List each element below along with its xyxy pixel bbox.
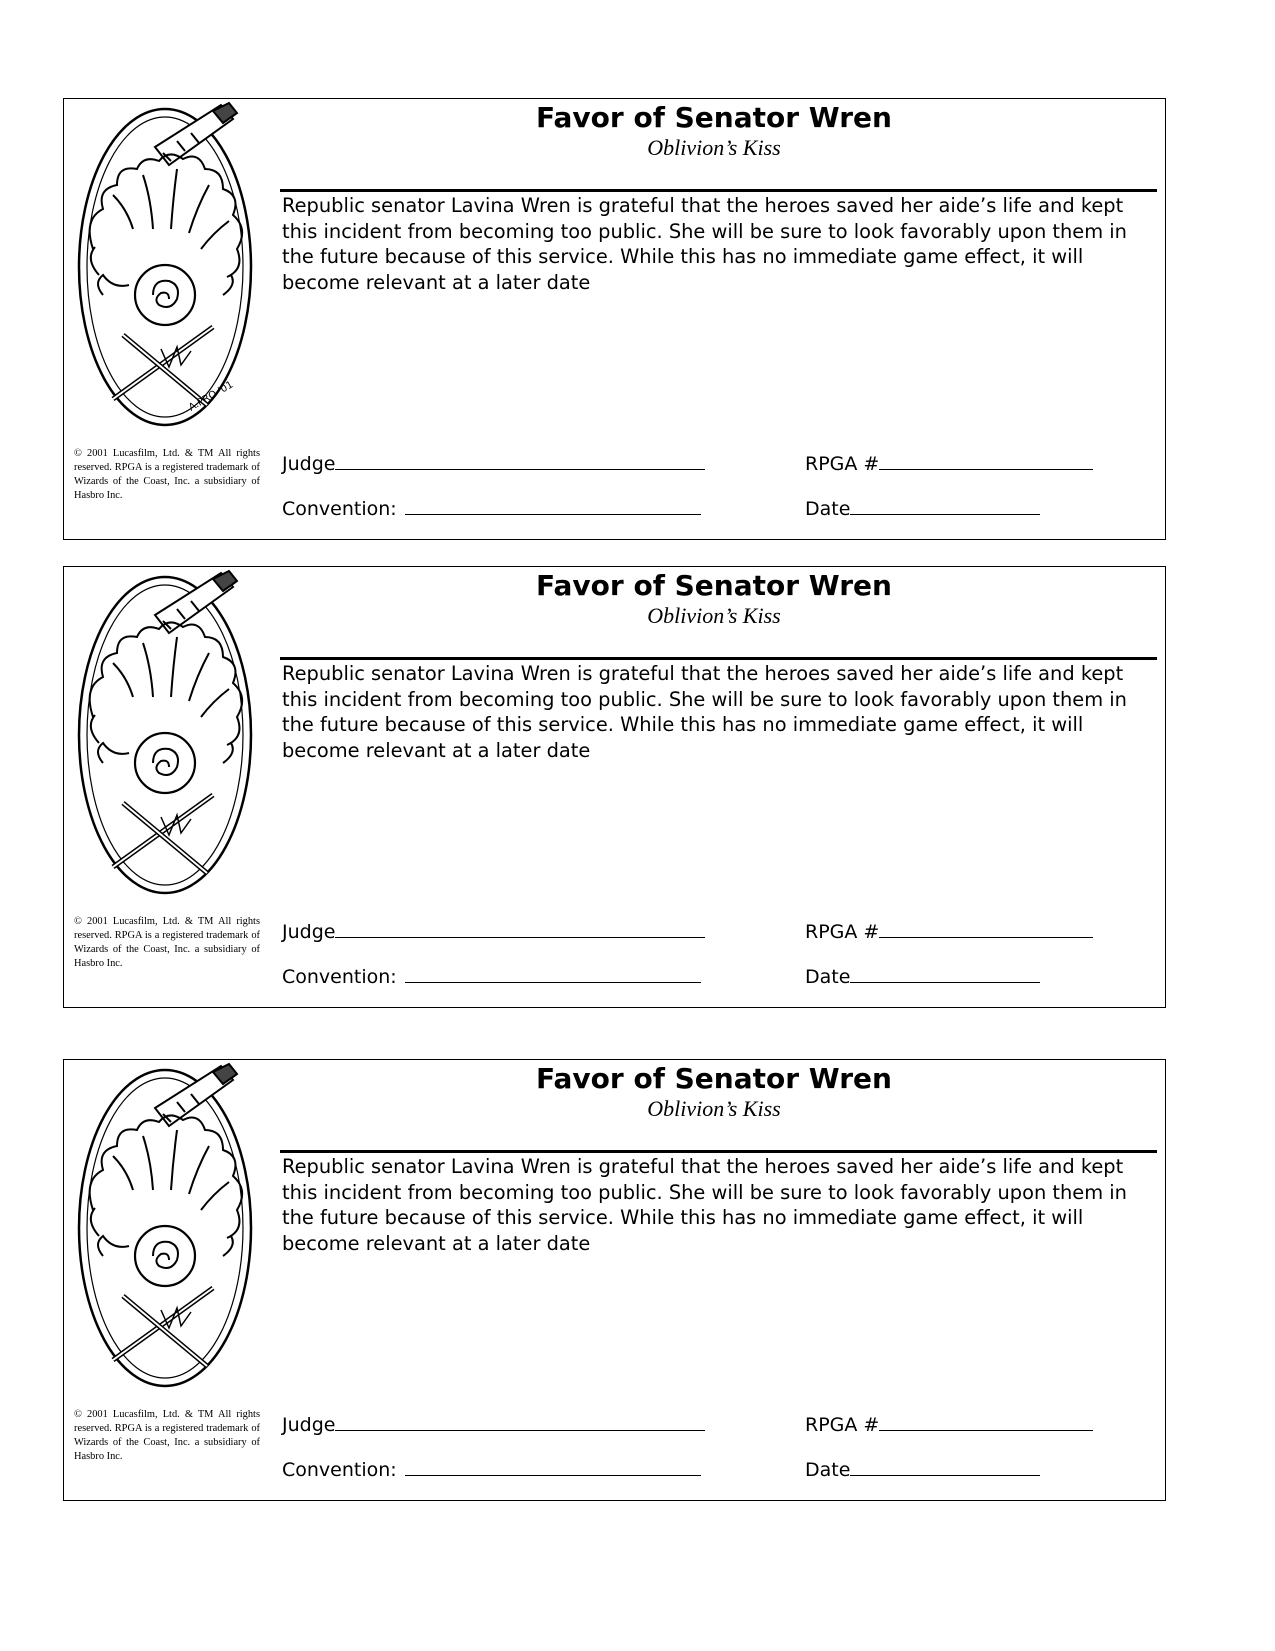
emblem-svg xyxy=(73,1060,258,1390)
artist-signature: A.PRO '01 xyxy=(187,379,236,414)
judge-field[interactable] xyxy=(282,449,705,476)
convention-label: Convention: xyxy=(282,498,397,520)
rpga-field[interactable] xyxy=(805,449,1093,476)
emblem-svg xyxy=(73,567,258,897)
convention-field[interactable] xyxy=(282,962,701,989)
certificate-subtitle: Oblivion’s Kiss xyxy=(647,135,781,160)
title-divider xyxy=(280,1150,1157,1153)
certificate-subtitle: Oblivion’s Kiss xyxy=(647,1096,781,1121)
certificate-title: Favor of Senator Wren xyxy=(536,101,892,134)
rpga-field[interactable] xyxy=(805,917,1093,944)
certificate-card xyxy=(63,98,1166,540)
rpga-blank[interactable] xyxy=(879,917,1093,938)
judge-label: Judge xyxy=(282,921,336,943)
rpga-blank[interactable] xyxy=(879,449,1093,470)
copyright-notice: © 2001 Lucasfilm, Ltd. & TM All rights reserved. RPGA is a registered trademark of Wizards of the Coast, Inc. a subsidiary of Hasbro Inc. xyxy=(74,916,260,969)
certificate-card xyxy=(63,1059,1166,1501)
date-blank[interactable] xyxy=(850,494,1040,515)
certificate-subtitle: Oblivion’s Kiss xyxy=(647,603,781,628)
judge-field[interactable] xyxy=(282,917,705,944)
date-label: Date xyxy=(805,1459,851,1481)
convention-field[interactable] xyxy=(282,1455,701,1482)
certificate-body: Republic senator Lavina Wren is grateful that the heroes saved her aide’s life and kept this incident from becoming too public. She will be sure to look favorably upon them in the future because of this service. While this has no immediate game effect, it will become relevant at a later date xyxy=(282,1155,1127,1255)
emblem-illustration xyxy=(73,99,258,429)
date-field[interactable] xyxy=(805,962,1040,989)
copyright-notice: © 2001 Lucasfilm, Ltd. & TM All rights reserved. RPGA is a registered trademark of Wizards of the Coast, Inc. a subsidiary of Hasbro Inc. xyxy=(74,1409,260,1462)
emblem-illustration xyxy=(73,1060,258,1390)
copyright-notice: © 2001 Lucasfilm, Ltd. & TM All rights reserved. RPGA is a registered trademark of Wizards of the Coast, Inc. a subsidiary of Hasbro Inc. xyxy=(74,448,260,501)
judge-blank[interactable] xyxy=(335,917,705,938)
date-field[interactable] xyxy=(805,1455,1040,1482)
certificate-card xyxy=(63,566,1166,1008)
date-field[interactable] xyxy=(805,494,1040,521)
date-blank[interactable] xyxy=(850,1455,1040,1476)
convention-blank[interactable] xyxy=(405,494,701,515)
convention-label: Convention: xyxy=(282,1459,397,1481)
convention-blank[interactable] xyxy=(405,962,701,983)
certificate-body: Republic senator Lavina Wren is grateful that the heroes saved her aide’s life and kept this incident from becoming too public. She will be sure to look favorably upon them in the future because of this service. While this has no immediate game effect, it will become relevant at a later date xyxy=(282,194,1127,294)
judge-blank[interactable] xyxy=(335,1410,705,1431)
emblem-svg xyxy=(73,99,258,429)
convention-blank[interactable] xyxy=(405,1455,701,1476)
date-blank[interactable] xyxy=(850,962,1040,983)
date-label: Date xyxy=(805,498,851,520)
judge-field[interactable] xyxy=(282,1410,705,1437)
convention-field[interactable] xyxy=(282,494,701,521)
judge-blank[interactable] xyxy=(335,449,705,470)
rpga-label: RPGA # xyxy=(805,921,880,943)
convention-label: Convention: xyxy=(282,966,397,988)
judge-label: Judge xyxy=(282,453,336,475)
title-divider xyxy=(280,189,1157,192)
emblem-illustration xyxy=(73,567,258,897)
rpga-label: RPGA # xyxy=(805,453,880,475)
certificate-body: Republic senator Lavina Wren is grateful that the heroes saved her aide’s life and kept this incident from becoming too public. She will be sure to look favorably upon them in the future because of this service. While this has no immediate game effect, it will become relevant at a later date xyxy=(282,662,1127,762)
rpga-label: RPGA # xyxy=(805,1414,880,1436)
title-divider xyxy=(280,657,1157,660)
judge-label: Judge xyxy=(282,1414,336,1436)
date-label: Date xyxy=(805,966,851,988)
certificate-title: Favor of Senator Wren xyxy=(536,569,892,602)
certificate-title: Favor of Senator Wren xyxy=(536,1062,892,1095)
rpga-blank[interactable] xyxy=(879,1410,1093,1431)
rpga-field[interactable] xyxy=(805,1410,1093,1437)
